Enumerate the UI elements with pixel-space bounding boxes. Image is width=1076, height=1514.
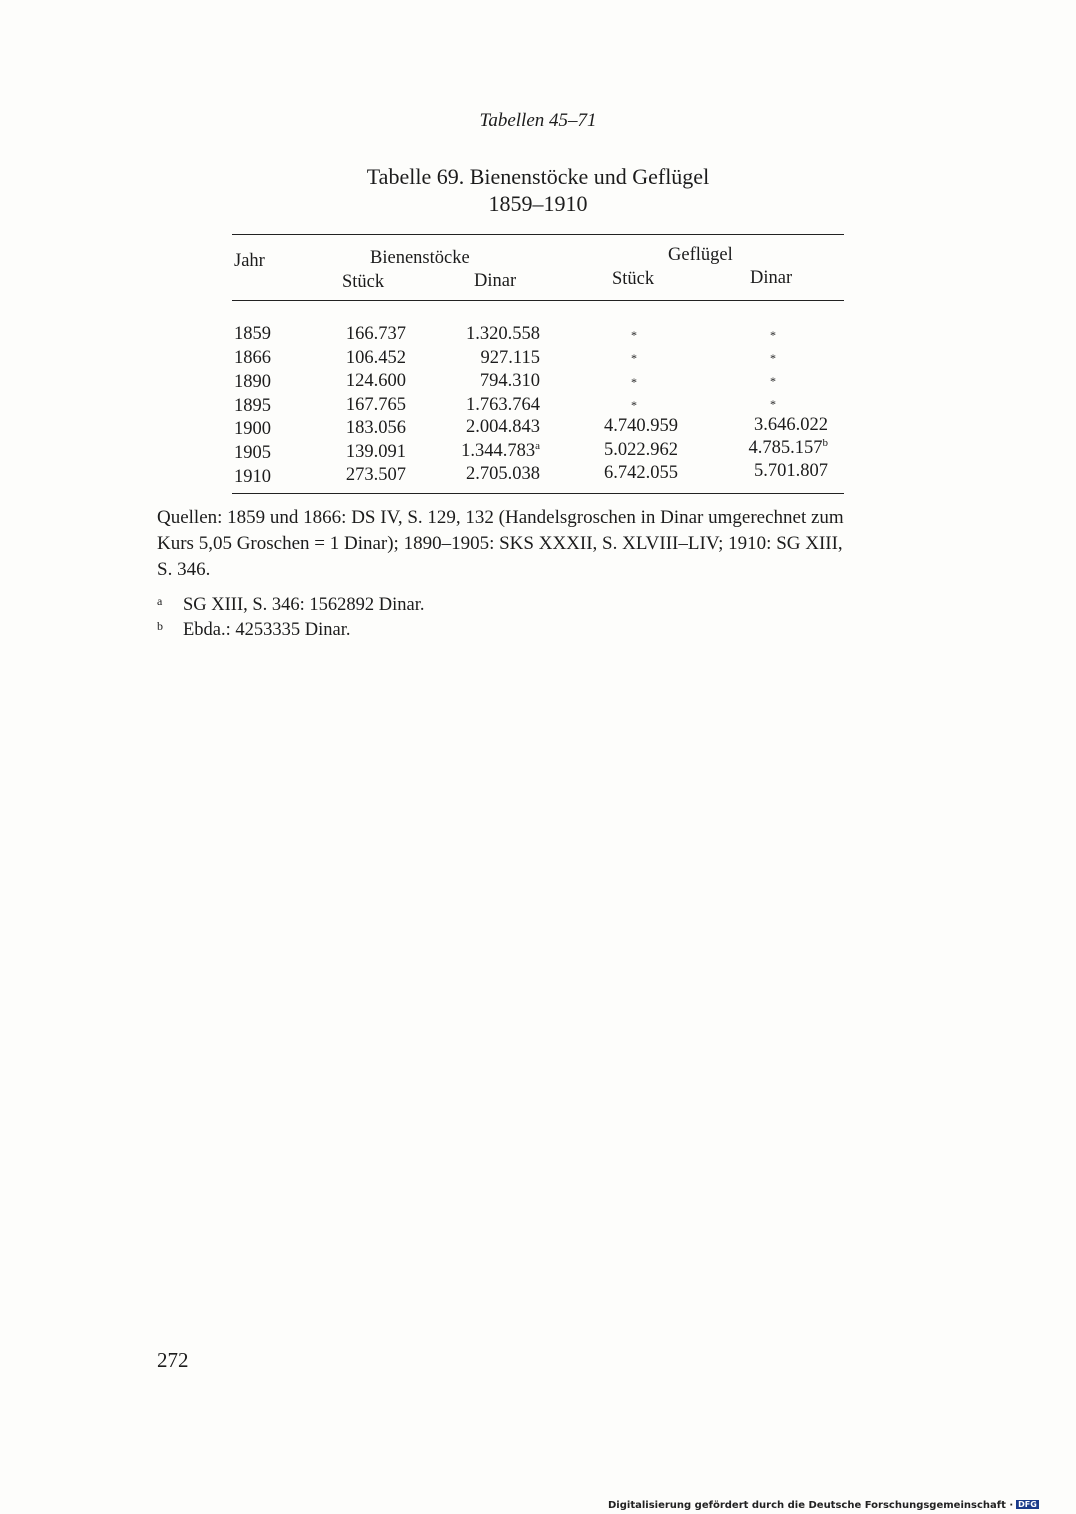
- cell-gefluegel-stueck: [590, 416, 678, 437]
- cell-gefluegel-stueck-value: *: [631, 374, 637, 389]
- footnote-reference: b: [822, 437, 828, 449]
- cell-gefluegel-dinar-value: 4.785.157: [748, 438, 823, 458]
- sources-line: Kurs 5,05 Groschen = 1 Dinar); 1890–1905: SKS XXXII, S. XLVIII–LIV; 1910: SG XIII,: [157, 533, 843, 554]
- cell-gefluegel-stueck: [590, 440, 678, 461]
- table-subtitle: 1859–1910: [488, 191, 588, 216]
- footnote-text: SG XIII, S. 346: 1562892 Dinar.: [183, 595, 425, 615]
- cell-bienen-stueck-value: 183.056: [345, 417, 406, 438]
- cell-gefluegel-dinar-value: 5.701.807: [754, 461, 828, 481]
- footer-credit-text: Digitalisierung gefördert durch die Deutsche Forschungsgemeinschaft ·: [608, 1500, 1014, 1511]
- cell-jahr-value: 1910: [234, 467, 271, 487]
- footnote-b: [157, 619, 351, 641]
- footnote-mark: a: [157, 594, 163, 608]
- cell-gefluegel-stueck-value: 6.742.055: [604, 462, 678, 483]
- cell-bienen-dinar: [440, 441, 540, 462]
- cell-bienen-stueck-value: 124.600: [345, 371, 406, 392]
- cell-jahr: [234, 467, 271, 488]
- cell-gefluegel-dinar: [718, 347, 828, 368]
- cell-bienen-stueck-value: 166.737: [345, 324, 406, 344]
- cell-gefluegel-dinar: [718, 370, 828, 391]
- sources-line: Quellen: 1859 und 1866: DS IV, S. 129, 132 (Handelsgroschen in Dinar umgerechnet zum: [157, 507, 844, 528]
- header-bienen-dinar: Dinar: [474, 271, 517, 291]
- cell-gefluegel-dinar-value: *: [770, 374, 776, 388]
- cell-bienen-stueck: [334, 442, 406, 463]
- cell-jahr-value: 1866: [234, 348, 271, 368]
- table-bottom-rule: [232, 493, 844, 494]
- cell-gefluegel-stueck-value: *: [631, 351, 637, 366]
- cell-bienen-stueck-value: 106.452: [345, 347, 406, 368]
- running-head: Tabellen 45–71: [479, 110, 597, 131]
- cell-gefluegel-stueck-value: *: [631, 328, 637, 342]
- cell-bienen-dinar: [440, 371, 540, 392]
- table-title-block: [0, 163, 1076, 217]
- cell-bienen-stueck: [334, 324, 406, 345]
- header-bienenstoecke: Bienenstöcke: [370, 248, 470, 268]
- cell-gefluegel-stueck-value: 4.740.959: [604, 416, 678, 437]
- table-title: Tabelle 69. Bienenstöcke und Geflügel: [366, 164, 710, 189]
- cell-bienen-dinar: [440, 395, 540, 416]
- cell-bienen-stueck: [334, 371, 406, 392]
- cell-gefluegel-dinar-value: *: [770, 351, 776, 365]
- cell-gefluegel-dinar-value: *: [770, 328, 776, 342]
- cell-bienen-stueck: [334, 395, 406, 416]
- footer-credit: [608, 1500, 1039, 1511]
- cell-bienen-stueck: [334, 348, 406, 369]
- header-gefluegel-stueck: Stück: [612, 269, 655, 289]
- cell-bienen-stueck: [334, 465, 406, 486]
- table-header-rule: [232, 300, 844, 301]
- cell-jahr: [234, 419, 271, 440]
- cell-gefluegel-dinar: [718, 438, 828, 459]
- cell-jahr-value: 1900: [234, 419, 271, 439]
- header-jahr: Jahr: [234, 251, 265, 271]
- cell-jahr: [234, 443, 271, 464]
- cell-jahr-value: 1859: [234, 324, 271, 344]
- header-bienen-stueck: Stück: [342, 272, 385, 292]
- cell-bienen-stueck-value: 167.765: [345, 395, 406, 416]
- cell-bienen-dinar: [440, 417, 540, 438]
- cell-jahr-value: 1890: [234, 372, 271, 392]
- cell-bienen-stueck-value: 139.091: [345, 441, 406, 462]
- footnote-a: [157, 594, 425, 616]
- cell-gefluegel-stueck: [590, 394, 678, 415]
- cell-bienen-dinar-value: 2.004.843: [466, 417, 540, 437]
- cell-jahr: [234, 372, 271, 393]
- cell-bienen-dinar: [440, 464, 540, 485]
- cell-jahr: [234, 396, 271, 417]
- cell-bienen-dinar: [440, 324, 540, 345]
- header-gefluegel-dinar: Dinar: [750, 268, 793, 288]
- cell-bienen-stueck: [334, 418, 406, 439]
- cell-gefluegel-dinar: [718, 415, 828, 436]
- cell-bienen-dinar-value: 927.115: [480, 347, 540, 368]
- cell-gefluegel-dinar: [718, 461, 828, 482]
- cell-gefluegel-dinar-value: 3.646.022: [754, 415, 828, 435]
- table-top-rule: [232, 234, 844, 235]
- footnote-mark: b: [157, 619, 163, 633]
- cell-gefluegel-stueck-value: 5.022.962: [604, 439, 678, 460]
- cell-gefluegel-stueck: [590, 371, 678, 392]
- cell-jahr-value: 1895: [234, 396, 271, 416]
- sources-note: [157, 505, 947, 583]
- footnote-text: Ebda.: 4253335 Dinar.: [183, 620, 351, 640]
- cell-gefluegel-stueck: [590, 463, 678, 484]
- cell-bienen-dinar-value: 1.344.783: [461, 440, 536, 461]
- cell-bienen-dinar: [440, 348, 540, 369]
- cell-jahr: [234, 324, 271, 345]
- cell-jahr: [234, 348, 271, 369]
- cell-bienen-dinar-value: 2.705.038: [466, 464, 540, 484]
- header-gefluegel: Geflügel: [668, 245, 733, 265]
- cell-gefluegel-dinar: [718, 393, 828, 414]
- cell-gefluegel-stueck-value: *: [631, 397, 637, 412]
- footnote-reference: a: [535, 439, 540, 452]
- cell-bienen-dinar-value: 1.320.558: [466, 324, 540, 344]
- page-number: 272: [157, 1348, 189, 1372]
- cell-gefluegel-dinar-value: *: [770, 397, 776, 411]
- cell-gefluegel-dinar: [718, 324, 828, 345]
- cell-bienen-dinar-value: 1.763.764: [466, 394, 540, 415]
- cell-gefluegel-stueck: [590, 324, 678, 345]
- cell-gefluegel-stueck: [590, 347, 678, 368]
- cell-bienen-stueck-value: 273.507: [345, 465, 406, 486]
- dfg-logo: DFG: [1018, 1500, 1037, 1509]
- sources-line: S. 346.: [157, 559, 211, 580]
- cell-jahr-value: 1905: [234, 443, 271, 463]
- cell-bienen-dinar-value: 794.310: [479, 371, 540, 391]
